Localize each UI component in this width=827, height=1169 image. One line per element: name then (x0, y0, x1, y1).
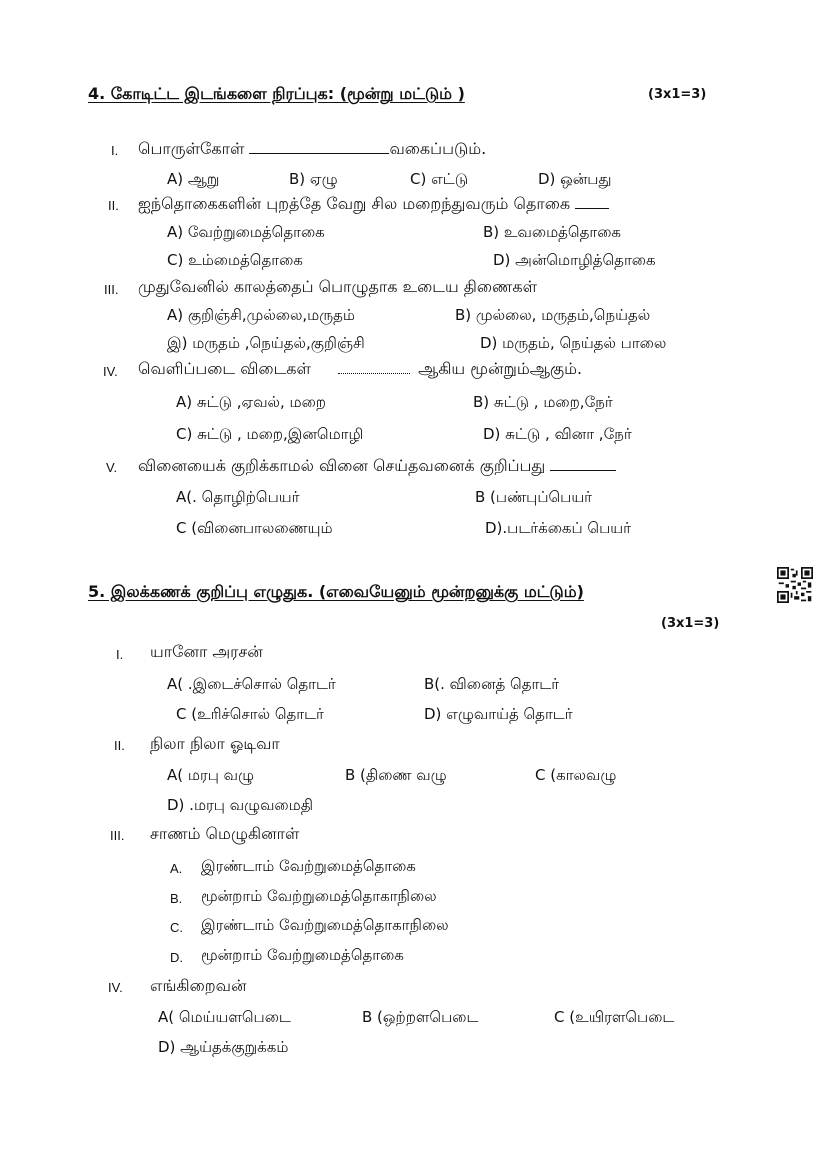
q5-3-option-a: இரண்டாம் வேற்றுமைத்தொகை (201, 857, 416, 875)
q5-3-label-a: A. (170, 861, 183, 876)
q4-3-option-a: A) குறிஞ்சி,முல்லை,மருதம் (167, 306, 355, 324)
q5-1-option-d: D) எழுவாய்த் தொடர் (424, 705, 573, 723)
q4-5-number: V. (106, 460, 118, 475)
q5-1-text: யானோ அரசன் (150, 642, 263, 661)
q5-4-option-d: D) ஆய்தக்குறுக்கம் (158, 1038, 289, 1056)
q4-3-option-b: B) முல்லை, மருதம்,நெய்தல் (455, 306, 651, 324)
q4-4-option-b: B) சுட்டு , மறை,நேர் (473, 393, 613, 411)
q4-2-text: ஐந்தொகைகளின் புறத்தே வேறு சில மறைந்துவரும் தொகை (138, 194, 609, 215)
q4-2-option-b: B) உவமைத்தொகை (483, 223, 621, 241)
fill-blank-dotted (338, 373, 410, 374)
q4-5-option-d: D).படர்க்கைப் பெயர் (485, 519, 631, 537)
q4-4-option-a: A) சுட்டு ,ஏவல், மறை (176, 393, 327, 411)
q4-4-number: IV. (103, 364, 118, 379)
q5-2-option-a: A( மரபு வழு (167, 766, 255, 784)
q4-5-option-b: B (பண்புப்பெயர் (475, 488, 593, 506)
fill-blank (550, 470, 616, 471)
q4-2-option-a: A) வேற்றுமைத்தொகை (167, 223, 325, 241)
q4-5-option-c: C (வினைபாலணையும் (176, 519, 333, 537)
q4-3-number: III. (104, 282, 119, 297)
q5-2-text: நிலா நிலா ஓடிவா (150, 734, 280, 753)
qr-code-icon (777, 567, 813, 603)
q5-3-option-b: மூன்றாம் வேற்றுமைத்தொகாநிலை (201, 887, 437, 905)
q5-3-option-c: இரண்டாம் வேற்றுமைத்தொகாநிலை (201, 916, 449, 934)
q4-2-option-d: D) அன்மொழித்தொகை (493, 251, 656, 269)
q5-3-number: III. (110, 828, 125, 843)
q4-4-option-c: C) சுட்டு , மறை,இனமொழி (176, 425, 364, 443)
fill-blank (575, 208, 609, 209)
fill-blank (249, 153, 389, 154)
q5-1-option-a: A( .இடைச்சொல் தொடர் (167, 675, 336, 693)
q4-1-option-c: C) எட்டு (410, 170, 469, 188)
q5-3-label-d: D. (170, 950, 183, 965)
q5-1-option-b: B(. வினைத் தொடர் (424, 675, 560, 693)
q5-4-text: எங்கிறைவன் (150, 976, 247, 995)
q5-2-option-d: D) .மரபு வழுவமைதி (167, 796, 313, 814)
q5-4-option-a: A( மெய்யளபெடை (158, 1008, 291, 1026)
q4-4-text: வெளிப்படை விடைகள் ஆகிய மூன்றும்ஆகும். (138, 359, 583, 378)
q5-3-label-b: B. (170, 891, 183, 906)
q4-1-option-a: A) ஆறு (167, 170, 220, 188)
section-5-title: 5. இலக்கணக் குறிப்பு எழுதுக. (எவையேனும் மூன்றனுக்கு மட்டும்) (88, 582, 584, 601)
q4-1-option-d: D) ஒன்பது (538, 170, 612, 188)
q5-1-option-c: C (உரிச்சொல் தொடர் (176, 705, 324, 723)
q5-3-text: சாணம் மெழுகினாள் (150, 824, 300, 843)
q4-4-option-d: D) சுட்டு , வினா ,நேர் (483, 425, 632, 443)
q4-1-text: பொருள்கோள் வகைப்படும். (138, 139, 487, 158)
q5-2-option-c: C (காலவழு (535, 766, 617, 784)
q5-4-option-b: B (ஒற்றளபெடை (362, 1008, 479, 1026)
q4-1-number: I. (111, 143, 119, 158)
q5-4-option-c: C (உயிரளபெடை (554, 1008, 675, 1026)
q4-2-number: II. (108, 198, 119, 213)
q5-2-option-b: B (திணை வழு (345, 766, 447, 784)
q4-5-text: வினையைக் குறிக்காமல் வினை செய்தவனைக் குறிப்பது (138, 456, 616, 477)
q5-4-number: IV. (108, 980, 123, 995)
q4-5-option-a: A(. தொழிற்பெயர் (176, 488, 300, 506)
q5-2-number: II. (114, 738, 125, 753)
section-4-marks: (3x1=3) (648, 87, 707, 102)
q4-3-option-d: D) மருதம், நெய்தல் பாலை (480, 334, 667, 352)
q4-1-option-b: B) ஏழு (289, 170, 338, 188)
q4-3-option-c: இ) மருதம் ,நெய்தல்,குறிஞ்சி (167, 334, 365, 352)
section-5-marks: (3x1=3) (661, 616, 720, 631)
q4-3-text: முதுவேனில் காலத்தைப் பொழுதாக உடைய திணைகள் (138, 277, 538, 296)
section-4-title: 4. கோடிட்ட இடங்களை நிரப்புக: (மூன்று மட்டும் ) (88, 84, 465, 103)
q5-3-label-c: C. (170, 920, 183, 935)
q5-3-option-d: மூன்றாம் வேற்றுமைத்தொகை (201, 946, 404, 964)
q5-1-number: I. (116, 647, 124, 662)
q4-2-option-c: C) உம்மைத்தொகை (167, 251, 303, 269)
